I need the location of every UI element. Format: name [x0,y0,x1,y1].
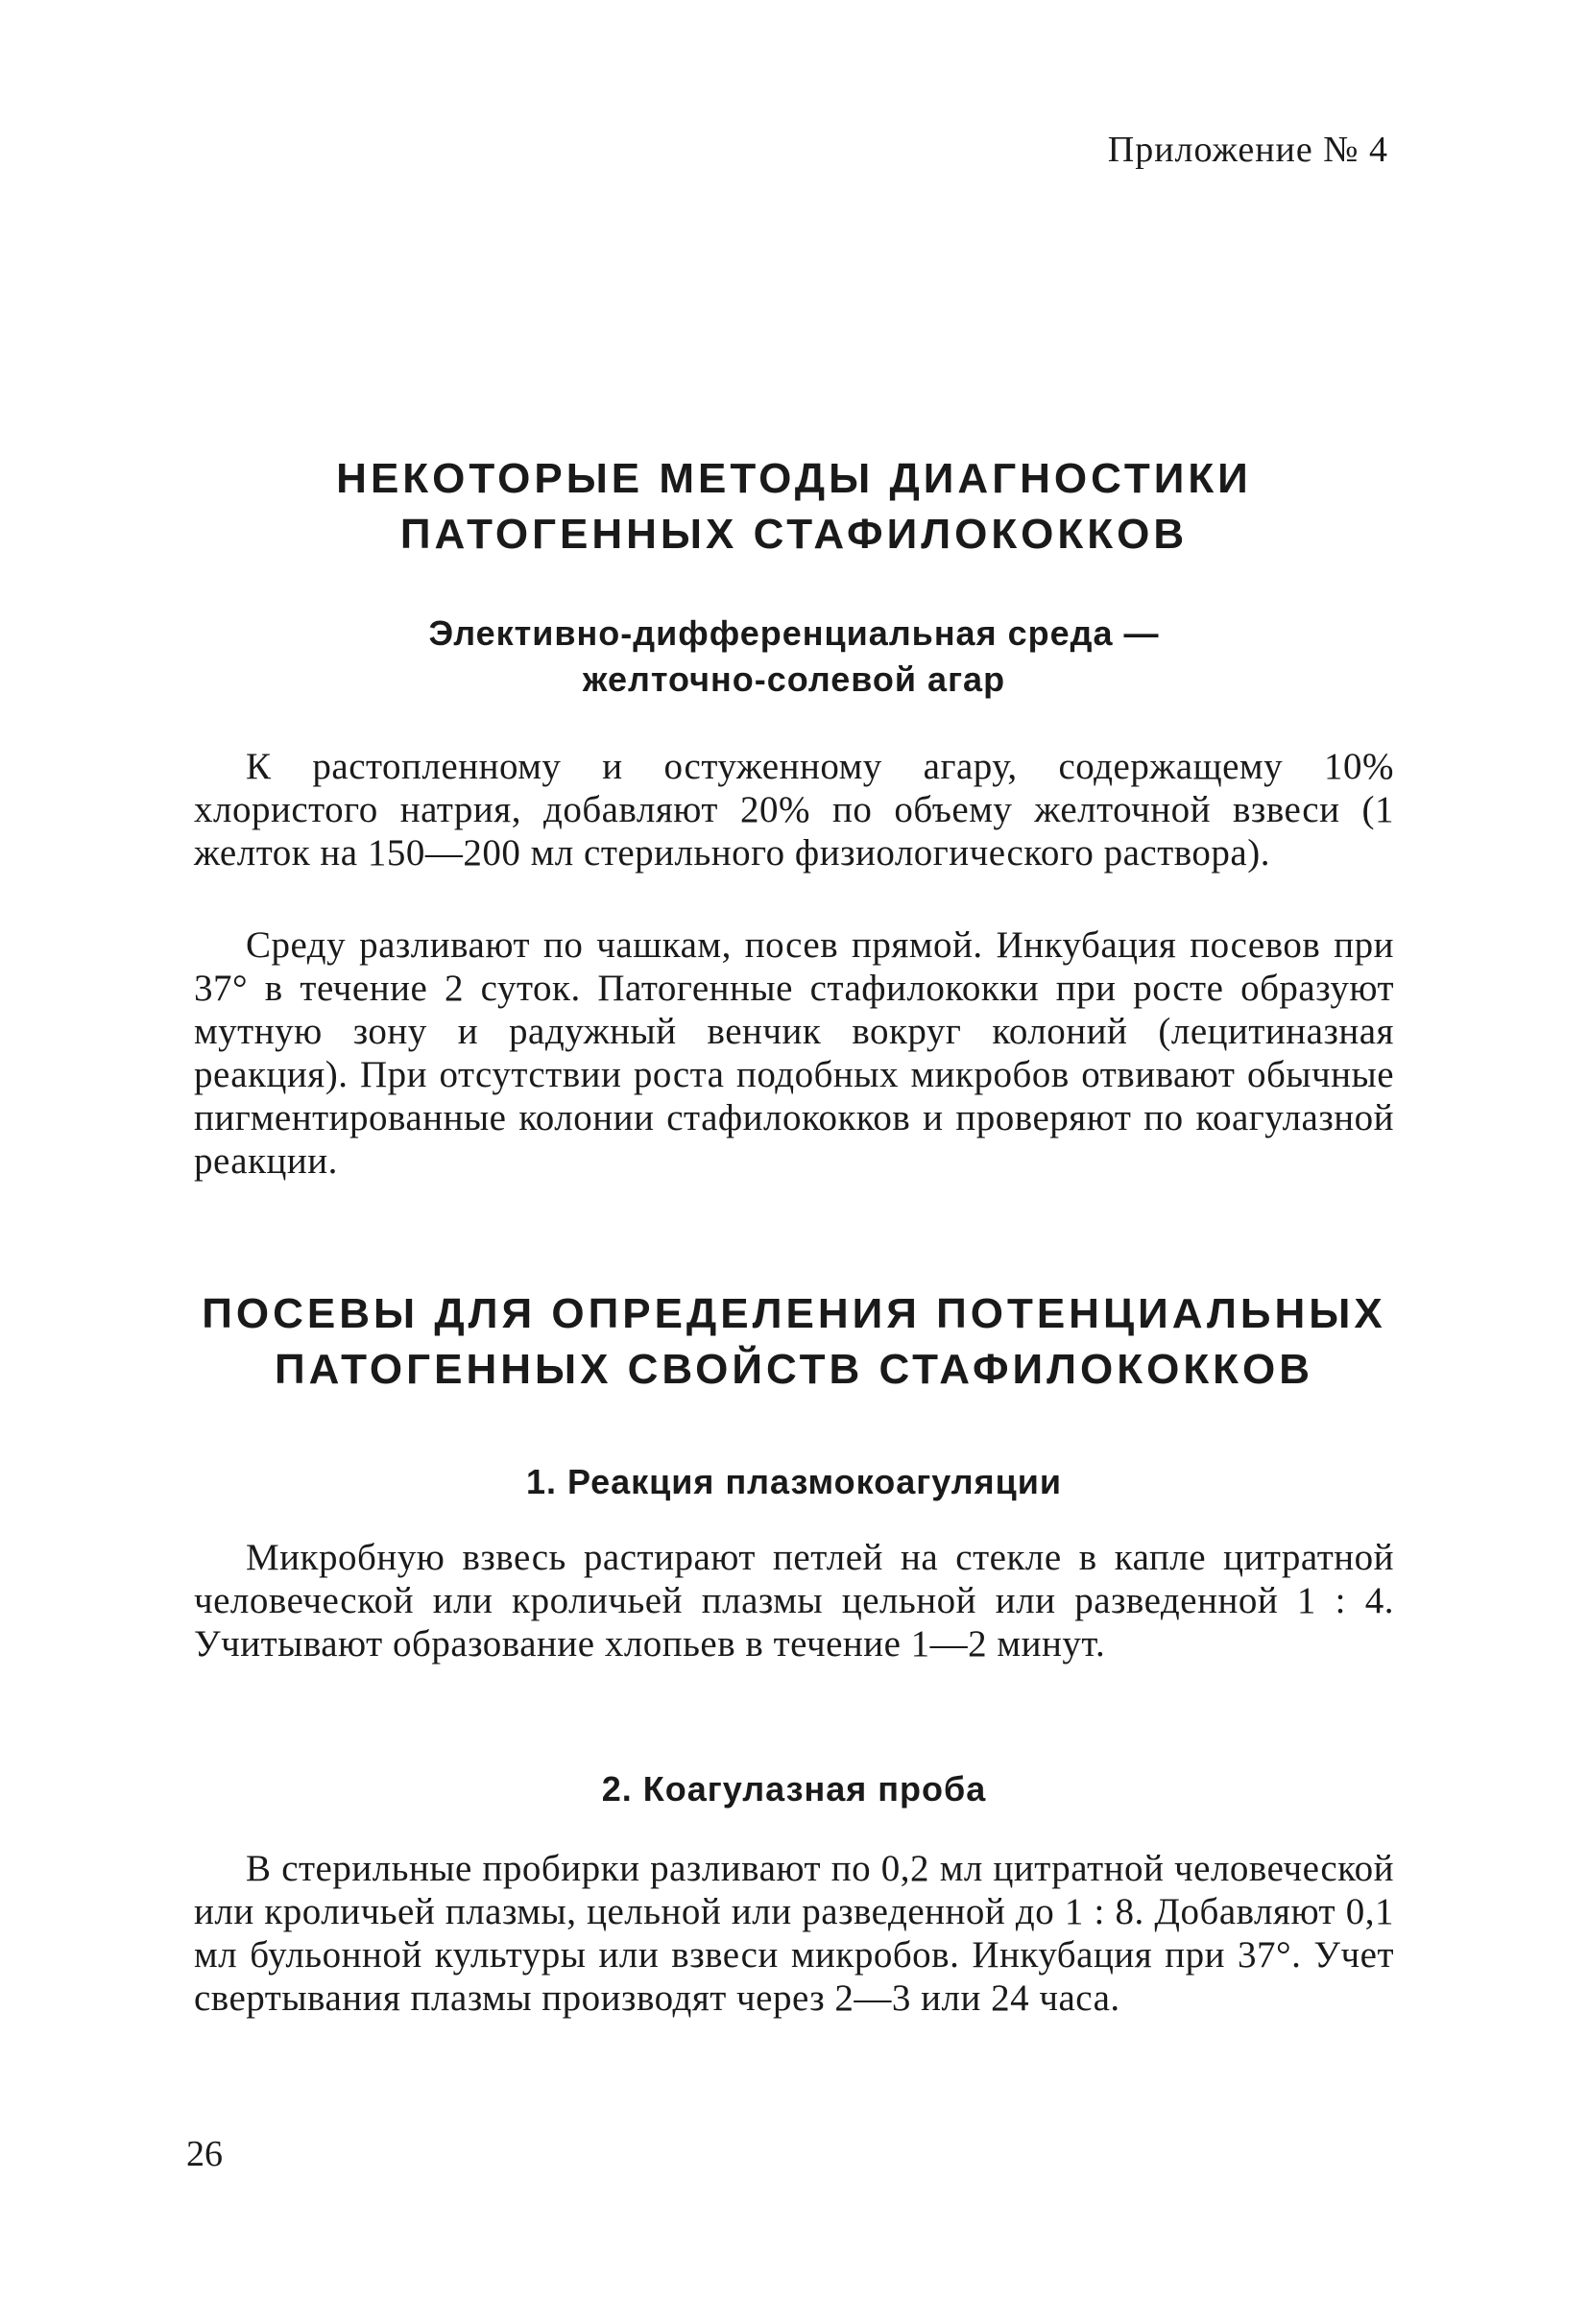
section-1-paragraph-2: Среду разливают по чашкам, посев прямой. Инкубация посевов при 37° в течение 2 суток. Патогенные стафилококки при росте образуют мутную зону и радужный венчик вокруг колоний (лецитиназная реакция). При отсутствии роста подобных микробов отвивают обычные пигментированные колонии стафилококков и проверяют по коагулазной реакции. [194,924,1394,1182]
appendix-label: Приложение № 4 [1107,130,1388,170]
section-1-title-line-1: НЕКОТОРЫЕ МЕТОДЫ ДИАГНОСТИКИ [336,455,1252,502]
subsection-2-title: 2. Коагулазная проба [601,1769,987,1809]
subsection-2-text: В стерильные пробирки разливают по 0,2 мл цитратной человеческой или кроличьей плазмы, цельной или разведенной до 1 : 8. Добавляют 0,1 мл бульонной культуры или взвеси микробов. Инкубация при 37°. Учет свертывания плазмы производят через 2—3 или 24 часа. [194,1848,1394,2019]
section-1-subtitle-line-1: Элективно-дифференциальная среда — [428,613,1160,653]
section-1-title-line-2: ПАТОГЕННЫХ СТАФИЛОКОККОВ [399,511,1189,558]
section-2-title [192,1286,1396,1398]
subsection-1-title: 1. Реакция плазмокоагуляции [525,1462,1063,1501]
page-number: 26 [186,2134,223,2174]
section-1-subtitle [192,611,1396,703]
section-1-subtitle-line-2: желточно-солевой агар [582,659,1006,699]
subsection-1-text: Микробную взвесь растирают петлей на стекле в капле цитратной человеческой или кроличьей плазмы цельной или разведенной 1 : 4. Учитывают образование хлопьев в течение 1—2 минут. [194,1537,1394,1665]
section-1-title [192,451,1396,563]
section-2-title-line-1: ПОСЕВЫ ДЛЯ ОПРЕДЕЛЕНИЯ ПОТЕНЦИАЛЬНЫХ [202,1290,1386,1337]
section-2-title-line-2: ПАТОГЕННЫХ СВОЙСТВ СТАФИЛОКОККОВ [274,1346,1314,1393]
section-1-paragraph-1: К растопленному и остуженному агару, содержащему 10% хлористого натрия, добавляют 20% по объему желточной взвеси (1 желток на 150—200 мл стерильного физиологического раствора). [194,746,1394,874]
